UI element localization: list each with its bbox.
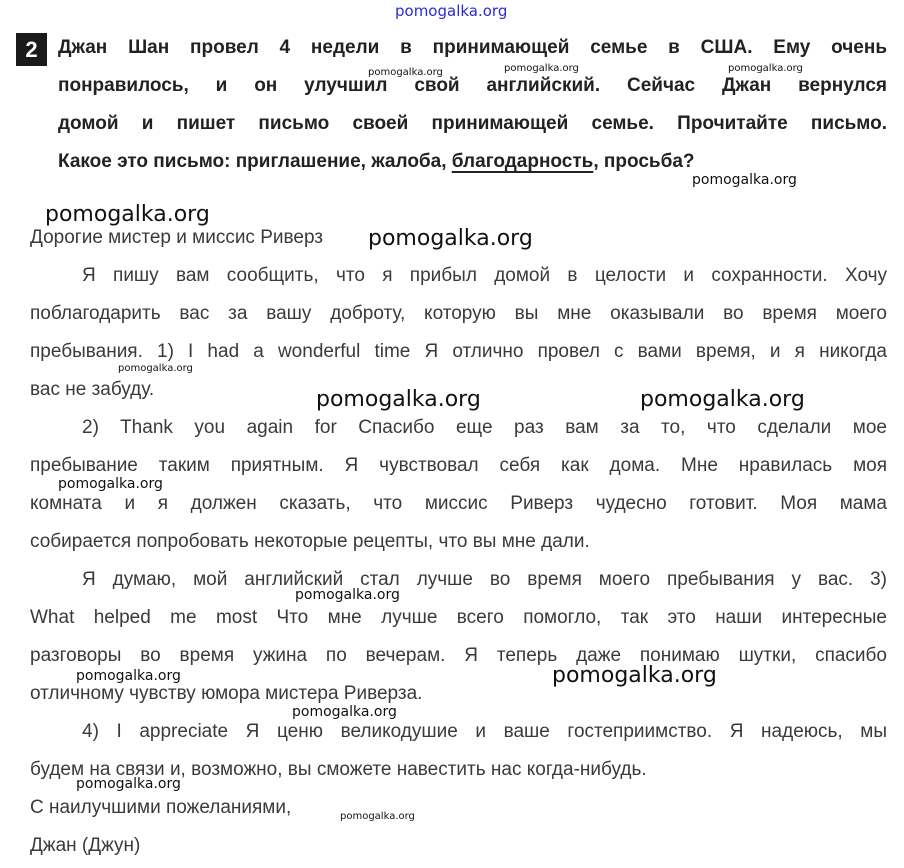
watermark: pomogalka.org <box>692 172 797 188</box>
watermark: pomogalka.org <box>640 387 805 412</box>
letter-greeting: Дорогие мистер и миссис Риверз <box>30 227 324 248</box>
letter-line: Я думаю, мой английский стал лучше во время моего пребывания у вас. 3) <box>82 569 887 590</box>
letter-line: поблагодарить вас за вашу доброту, которую вы мне оказывали во время моего <box>30 303 887 324</box>
watermark: pomogalka.org <box>728 63 803 74</box>
watermark: pomogalka.org <box>395 2 508 20</box>
letter-signature: Джан (Джун) <box>30 835 141 856</box>
watermark: pomogalka.org <box>368 67 443 78</box>
watermark: pomogalka.org <box>552 663 717 688</box>
watermark: pomogalka.org <box>76 776 181 792</box>
letter-line: разговоры во время ужина по вечерам. Я теперь даже понимаю шутки, спасибо <box>30 645 887 666</box>
letter-closing: С наилучшими пожеланиями, <box>30 797 292 818</box>
task-line: домой и пишет письмо своей принимающей семье. Прочитайте письмо. <box>58 113 887 134</box>
watermark: pomogalka.org <box>76 668 181 684</box>
letter-line: будем на связи и, возможно, вы сможете навестить нас когда-нибудь. <box>30 759 647 780</box>
letter-line: вас не забуду. <box>30 379 155 400</box>
letter-line: 2) Thank you again for Спасибо еще раз вам за то, что сделали мое <box>82 417 887 438</box>
letter-line: отличному чувству юмора мистера Риверза. <box>30 683 423 704</box>
watermark: pomogalka.org <box>118 363 193 374</box>
letter-line: What helped me most Что мне лучше всего помогло, так это наши интересные <box>30 607 887 628</box>
answer-underlined: благодарность <box>451 151 594 172</box>
task-line: Джан Шан провел 4 недели в принимающей семье в США. Ему очень <box>58 37 887 58</box>
task-number: 2 <box>16 33 47 66</box>
task-line: понравилось, и он улучшил свой английский. Сейчас Джан вернулся <box>58 75 887 96</box>
watermark: pomogalka.org <box>340 811 415 822</box>
letter-line: собирается попробовать некоторые рецепты, что вы мне дали. <box>30 531 590 552</box>
watermark: pomogalka.org <box>58 476 163 492</box>
watermark: pomogalka.org <box>504 63 579 74</box>
letter-line: 4) I appreciate Я ценю великодушие и ваше гостеприимство. Я надеюсь, мы <box>82 721 887 742</box>
letter-line: пребывание таким приятным. Я чувствовал себя как дома. Мне нравилась моя <box>30 455 887 476</box>
watermark: pomogalka.org <box>292 704 397 720</box>
letter-line: пребывания. 1) I had a wonderful time Я отлично провел с вами время, и я никогда <box>30 341 887 362</box>
watermark: pomogalka.org <box>316 387 481 412</box>
task-question <box>58 150 887 174</box>
letter-line: Я пишу вам сообщить, что я прибыл домой в целости и сохранности. Хочу <box>82 265 887 286</box>
question-text: Какое это письмо: приглашение, жалоба, <box>58 151 452 172</box>
question-text-end: , просьба? <box>593 151 695 172</box>
watermark: pomogalka.org <box>45 202 210 227</box>
watermark: pomogalka.org <box>368 226 533 251</box>
watermark: pomogalka.org <box>295 587 400 603</box>
letter-line: комната и я должен сказать, что миссис Риверз чудесно готовит. Моя мама <box>30 493 887 514</box>
